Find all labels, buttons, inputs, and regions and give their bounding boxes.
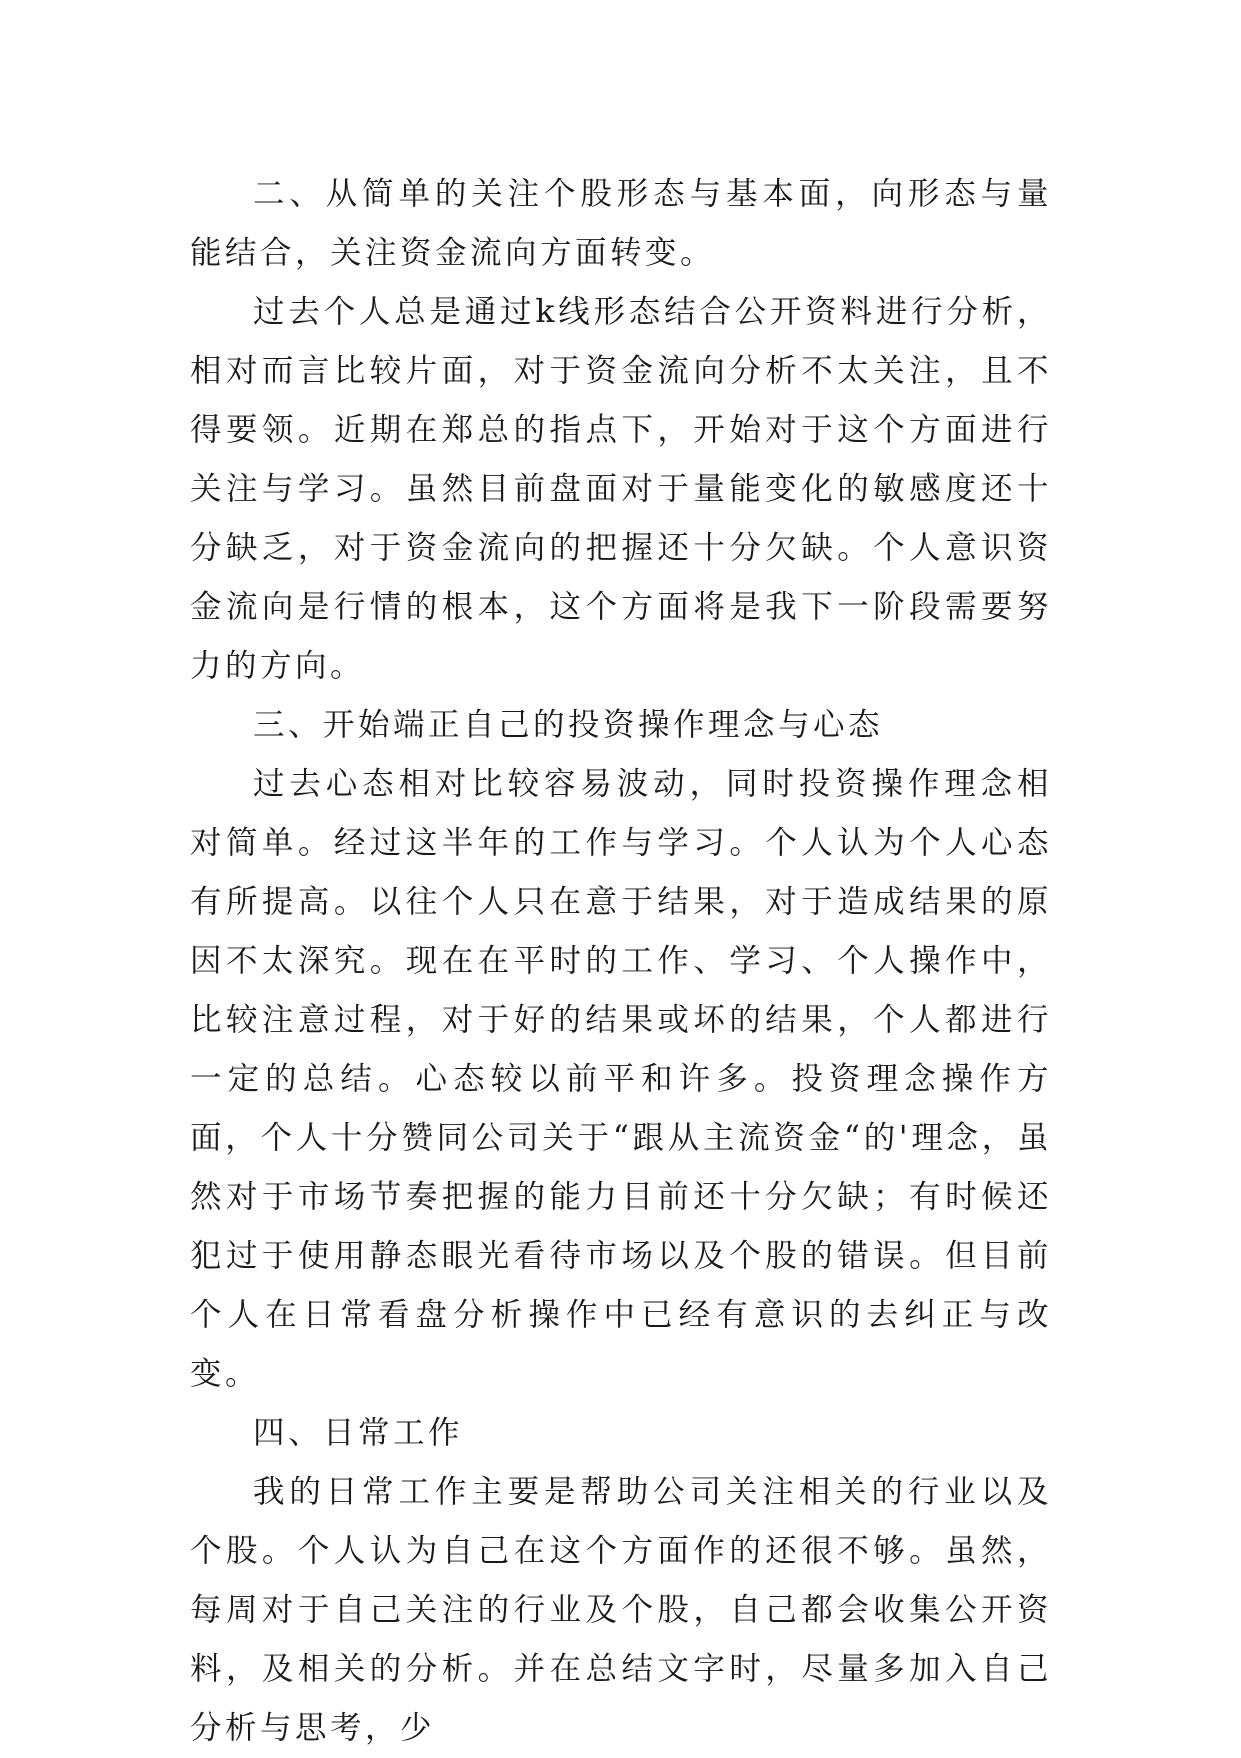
section-3-body: 过去心态相对比较容易波动，同时投资操作理念相对简单。经过这半年的工作与学习。个人认为个人心态有所提高。以往个人只在意于结果，对于造成结果的原因不太深究。现在在平时的工作、学习、个人操作中，比较注意过程，对于好的结果或坏的结果，个人都进行一定的总结。心态较以前平和许多。投资理念操作方面，个人十分赞同公司关于“跟从主流资金“的'理念，虽然对于市场节奏把握的能力目前还十分欠缺；有时候还犯过于使用静态眼光看待市场以及个股的错误。但目前个人在日常看盘分析操作中已经有意识的去纠正与改变。	[190, 766, 1052, 1392]
document-page	[190, 165, 1052, 1758]
section-2-heading: 二、从简单的关注个股形态与基本面，向形态与量能结合，关注资金流向方面转变。	[190, 176, 1052, 271]
section-3-heading: 三、开始端正自己的投资操作理念与心态	[253, 707, 884, 743]
section-4-heading: 四、日常工作	[253, 1415, 464, 1451]
section-2-body: 过去个人总是通过k线形态结合公开资料进行分析，相对而言比较片面，对于资金流向分析不太关注，且不得要领。近期在郑总的指点下，开始对于这个方面进行关注与学习。虽然目前盘面对于量能变化的敏感度还十分缺乏，对于资金流向的把握还十分欠缺。个人意识资金流向是行情的根本，这个方面将是我下一阶段需要努力的方向。	[190, 294, 1052, 684]
section-4-body: 我的日常工作主要是帮助公司关注相关的行业以及个股。个人认为自己在这个方面作的还很不够。虽然，每周对于自己关注的行业及个股，自己都会收集公开资料，及相关的分析。并在总结文字时，尽量多加入自己分析与思考，少	[190, 1474, 1052, 1746]
